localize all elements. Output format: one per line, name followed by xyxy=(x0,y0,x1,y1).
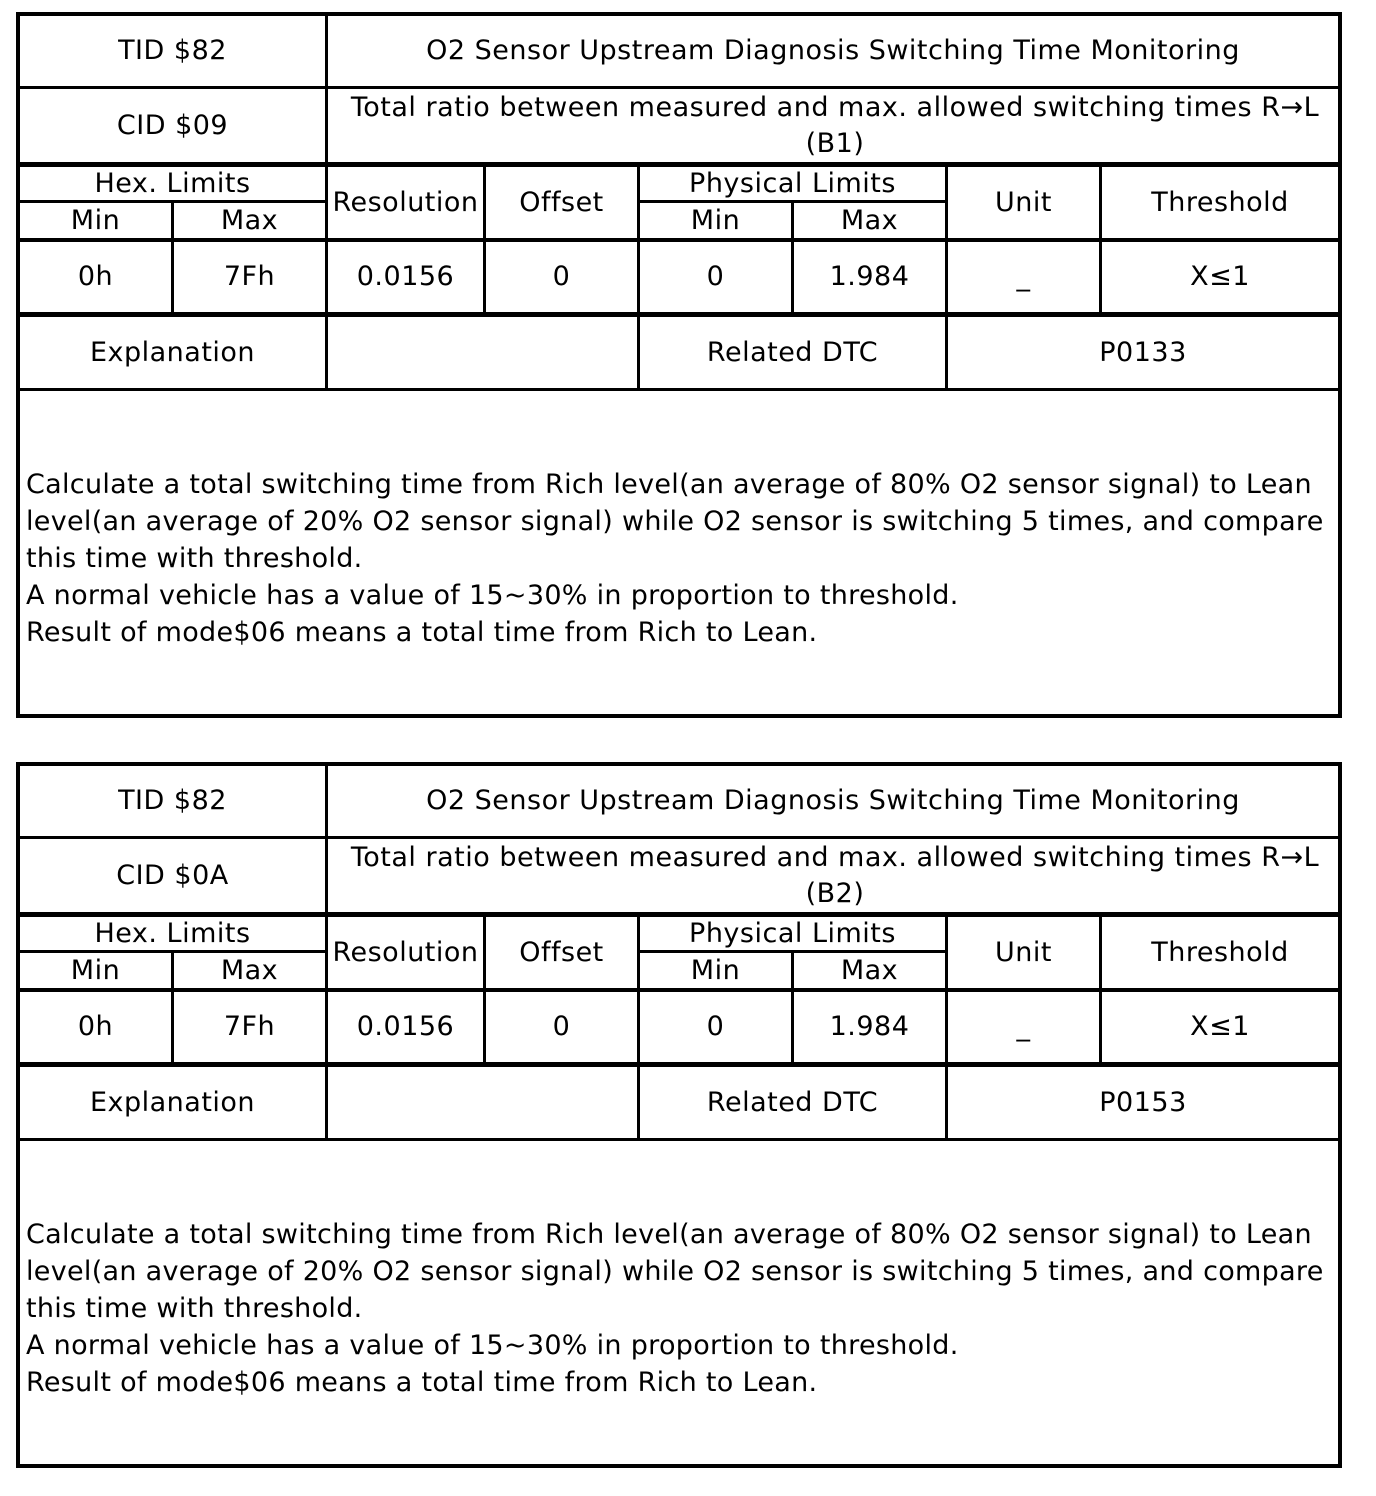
threshold-value xyxy=(1102,242,1338,312)
hex-limits-header-text: Hex. Limits xyxy=(94,917,251,949)
resolution-value-text: 0.0156 xyxy=(356,261,455,292)
physical-limits-header-text: Physical Limits xyxy=(689,167,896,199)
resolution-header xyxy=(328,917,483,988)
phys-max-header xyxy=(794,953,945,988)
explanation-line: this time with threshold. xyxy=(26,1293,363,1324)
hex-min-value-text: 0h xyxy=(77,1011,114,1042)
unit-header-text: Unit xyxy=(995,186,1052,218)
hex-min-value xyxy=(20,992,171,1062)
unit-header xyxy=(948,917,1099,988)
phys-max-header-text: Max xyxy=(840,204,899,236)
related-dtc-label-text: Related DTC xyxy=(706,336,879,368)
cid-description-text: Total ratio between measured and max. allowed switching times R→L (B1) xyxy=(350,91,1320,159)
monitor-table xyxy=(16,12,1342,718)
physical-limits-header xyxy=(640,167,945,200)
offset-header xyxy=(486,167,637,238)
explanation-line: Calculate a total switching time from Rich level(an average of 80% O2 sensor signal) to Lean xyxy=(26,469,1312,500)
phys-min-header xyxy=(640,203,791,238)
resolution-header-text: Resolution xyxy=(332,936,479,968)
explanation-empty-cell xyxy=(328,1067,637,1138)
tid-description-text: O2 Sensor Upstream Diagnosis Switching Time Monitoring xyxy=(426,785,1240,816)
threshold-value-text: X≤1 xyxy=(1190,1011,1250,1042)
hex-min-header-text: Min xyxy=(70,204,121,236)
explanation-line: this time with threshold. xyxy=(26,543,363,574)
threshold-value xyxy=(1102,992,1338,1062)
phys-min-value-text: 0 xyxy=(706,261,725,292)
hex-limits-header xyxy=(20,917,325,950)
phys-min-value-text: 0 xyxy=(706,1011,725,1042)
related-dtc-label xyxy=(640,1067,945,1138)
cid-description xyxy=(328,89,1338,162)
explanation-line: Result of mode$06 means a total time from Rich to Lean. xyxy=(26,617,818,648)
related-dtc-value xyxy=(948,1067,1338,1138)
related-dtc-value xyxy=(948,317,1338,388)
physical-limits-header-text: Physical Limits xyxy=(689,917,896,949)
explanation-label xyxy=(20,1067,325,1138)
cid-description xyxy=(328,839,1338,912)
explanation-label-text: Explanation xyxy=(89,1086,256,1118)
offset-header-text: Offset xyxy=(519,936,604,968)
related-dtc-label xyxy=(640,317,945,388)
resolution-value-text: 0.0156 xyxy=(356,1011,455,1042)
phys-max-value-text: 1.984 xyxy=(829,1011,910,1042)
unit-value-text: _ xyxy=(1016,1011,1031,1042)
tid-cell xyxy=(20,766,325,836)
explanation-empty-cell xyxy=(328,317,637,388)
offset-header xyxy=(486,917,637,988)
related-dtc-label-text: Related DTC xyxy=(706,1086,879,1118)
threshold-header xyxy=(1102,917,1338,988)
hex-max-value-text: 7Fh xyxy=(223,1011,276,1042)
offset-value-text: 0 xyxy=(552,1011,571,1042)
hex-min-header xyxy=(20,953,171,988)
tid-cell-text: TID $82 xyxy=(118,35,227,66)
explanation-line: level(an average of 20% O2 sensor signal) while O2 sensor is switching 5 times, and compare xyxy=(26,506,1324,537)
physical-limits-header xyxy=(640,917,945,950)
phys-min-header-text: Min xyxy=(690,954,741,986)
related-dtc-value-text: P0153 xyxy=(1099,1086,1187,1118)
cid-cell xyxy=(20,89,325,162)
phys-max-value xyxy=(794,242,945,312)
threshold-header-text: Threshold xyxy=(1151,936,1289,968)
tid-cell xyxy=(20,16,325,86)
tid-cell-text: TID $82 xyxy=(118,785,227,816)
monitor-table xyxy=(16,762,1342,1468)
phys-min-value xyxy=(640,992,791,1062)
cid-description-text: Total ratio between measured and max. allowed switching times R→L (B2) xyxy=(350,841,1320,909)
threshold-header-text: Threshold xyxy=(1151,186,1289,218)
unit-value-text: _ xyxy=(1016,261,1031,292)
resolution-header-text: Resolution xyxy=(332,186,479,218)
unit-header xyxy=(948,167,1099,238)
cid-cell-text: CID $0A xyxy=(116,859,229,891)
resolution-value xyxy=(328,992,483,1062)
phys-max-header-text: Max xyxy=(840,954,899,986)
hex-max-header xyxy=(174,953,325,988)
hex-min-header-text: Min xyxy=(70,954,121,986)
unit-header-text: Unit xyxy=(995,936,1052,968)
phys-min-value xyxy=(640,242,791,312)
explanation-line: Calculate a total switching time from Rich level(an average of 80% O2 sensor signal) to Lean xyxy=(26,1219,1312,1250)
related-dtc-value-text: P0133 xyxy=(1099,336,1187,368)
cid-cell xyxy=(20,839,325,912)
explanation-line: level(an average of 20% O2 sensor signal) while O2 sensor is switching 5 times, and compare xyxy=(26,1256,1324,1287)
offset-header-text: Offset xyxy=(519,186,604,218)
hex-max-value xyxy=(174,242,325,312)
phys-max-value-text: 1.984 xyxy=(829,261,910,292)
hex-max-value-text: 7Fh xyxy=(223,261,276,292)
unit-value xyxy=(948,242,1099,312)
hex-max-value xyxy=(174,992,325,1062)
explanation-line: A normal vehicle has a value of 15~30% in proportion to threshold. xyxy=(26,1330,959,1361)
hex-min-value xyxy=(20,242,171,312)
hex-min-value-text: 0h xyxy=(77,261,114,292)
offset-value xyxy=(486,992,637,1062)
unit-value xyxy=(948,992,1099,1062)
hex-min-header xyxy=(20,203,171,238)
phys-min-header xyxy=(640,953,791,988)
tid-description xyxy=(328,16,1338,86)
phys-min-header-text: Min xyxy=(690,204,741,236)
phys-max-value xyxy=(794,992,945,1062)
hex-limits-header xyxy=(20,167,325,200)
resolution-header xyxy=(328,167,483,238)
resolution-value xyxy=(328,242,483,312)
cid-cell-text: CID $09 xyxy=(116,109,229,141)
threshold-value-text: X≤1 xyxy=(1190,261,1250,292)
hex-limits-header-text: Hex. Limits xyxy=(94,167,251,199)
explanation-line: A normal vehicle has a value of 15~30% in proportion to threshold. xyxy=(26,580,959,611)
explanation-label xyxy=(20,317,325,388)
explanation-label-text: Explanation xyxy=(89,336,256,368)
explanation-line: Result of mode$06 means a total time from Rich to Lean. xyxy=(26,1367,818,1398)
explanation-text xyxy=(26,466,1338,651)
explanation-text xyxy=(26,1216,1338,1401)
hex-max-header xyxy=(174,203,325,238)
hex-max-header-text: Max xyxy=(220,204,279,236)
offset-value-text: 0 xyxy=(552,261,571,292)
offset-value xyxy=(486,242,637,312)
hex-max-header-text: Max xyxy=(220,954,279,986)
tid-description-text: O2 Sensor Upstream Diagnosis Switching Time Monitoring xyxy=(426,35,1240,66)
threshold-header xyxy=(1102,167,1338,238)
phys-max-header xyxy=(794,203,945,238)
tid-description xyxy=(328,766,1338,836)
